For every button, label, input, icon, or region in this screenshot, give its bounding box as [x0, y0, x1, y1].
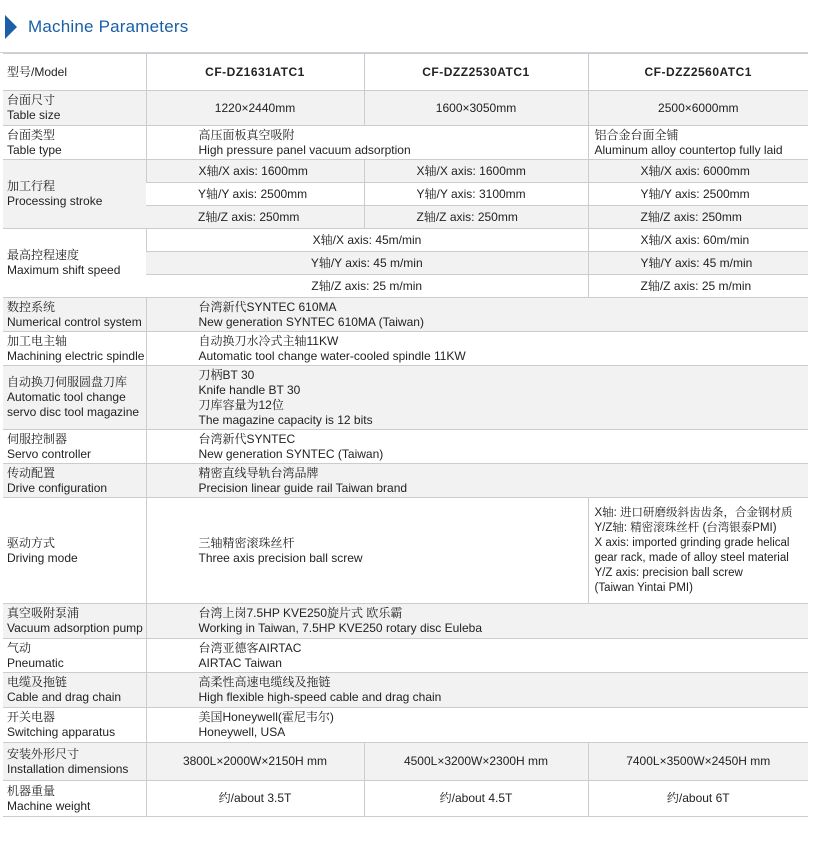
- cell-value: Z轴/Z axis: 25 m/min: [146, 275, 588, 298]
- cell-value: Z轴/Z axis: 250mm: [364, 206, 588, 229]
- row-label: 最高控程速度 Maximum shift speed: [3, 229, 146, 298]
- cell-value: 高压面板真空吸附 High pressure panel vacuum adsorption: [146, 126, 588, 160]
- cell-value: 约/about 3.5T: [146, 781, 364, 817]
- cell-value: Z轴/Z axis: 250mm: [588, 206, 808, 229]
- row-label: 加工行程 Processing stroke: [3, 160, 146, 229]
- cell-value: 约/about 6T: [588, 781, 808, 817]
- cell-value: X轴/X axis: 1600mm: [364, 160, 588, 183]
- row-label: 驱动方式 Driving mode: [3, 498, 146, 604]
- cell-value: 高柔性高速电缆线及拖链 High flexible high-speed cable and drag chain: [146, 673, 808, 708]
- table-row: [3, 366, 808, 430]
- cell-value: 三轴精密滚珠丝杆 Three axis precision ball screw: [146, 498, 588, 604]
- cell-value: Y轴/Y axis: 2500mm: [146, 183, 364, 206]
- cell-value: 3800L×2000W×2150H mm: [146, 743, 364, 781]
- row-label: 台面尺寸 Table size: [3, 91, 146, 126]
- cell-value: 铝合金台面全铺 Aluminum alloy countertop fully laid: [588, 126, 808, 160]
- cell-value: X轴: 进口研磨级斜齿齿条，合金钢材质 Y/Z轴: 精密滚珠丝杆 (台湾银泰PMI) X axis: imported grinding grade helical gear rack, made of alloy steel material Y/Z axis: precision ball screw (Taiwan Yintai PMI): [588, 498, 808, 604]
- row-label: 型号/Model: [3, 54, 146, 91]
- table-row: [3, 743, 808, 781]
- cell-value: 自动换刀水冷式主轴11KW Automatic tool change water-cooled spindle 11KW: [146, 332, 808, 366]
- cell-value: 约/about 4.5T: [364, 781, 588, 817]
- cell-value: 台湾新代SYNTEC New generation SYNTEC (Taiwan): [146, 430, 808, 464]
- cell-value: Y轴/Y axis: 45 m/min: [588, 252, 808, 275]
- row-label: 伺服控制器 Servo controller: [3, 430, 146, 464]
- row-label: 传动配置 Drive configuration: [3, 464, 146, 498]
- table-row: [3, 639, 808, 673]
- cell-value: X轴/X axis: 1600mm: [146, 160, 364, 183]
- section-title: Machine Parameters: [28, 17, 189, 36]
- table-row: [3, 498, 808, 604]
- section-header: [0, 12, 816, 42]
- table-row: [3, 464, 808, 498]
- chevron-right-icon: [5, 15, 17, 39]
- table-row: [3, 229, 808, 252]
- model-name: CF-DZZ2530ATC1: [364, 54, 588, 91]
- cell-value: 4500L×3200W×2300H mm: [364, 743, 588, 781]
- model-row: [3, 54, 808, 91]
- cell-value: 2500×6000mm: [588, 91, 808, 126]
- row-label: 电缆及拖链 Cable and drag chain: [3, 673, 146, 708]
- cell-value: Z轴/Z axis: 250mm: [146, 206, 364, 229]
- row-label: 自动换刀伺服圆盘刀库 Automatic tool change servo disc tool magazine: [3, 366, 146, 430]
- table-row: [3, 91, 808, 126]
- machine-parameters-table: [3, 53, 808, 817]
- row-label: 机器重量 Machine weight: [3, 781, 146, 817]
- cell-value: X轴/X axis: 6000mm: [588, 160, 808, 183]
- cell-value: 刀柄BT 30 Knife handle BT 30 刀库容量为12位 The magazine capacity is 12 bits: [146, 366, 808, 430]
- cell-value: X轴/X axis: 60m/min: [588, 229, 808, 252]
- model-name: CF-DZ1631ATC1: [146, 54, 364, 91]
- cell-value: 台湾亚德客AIRTAC AIRTAC Taiwan: [146, 639, 808, 673]
- table-row: [3, 298, 808, 332]
- cell-value: 台湾上岗7.5HP KVE250旋片式 欧乐霸 Working in Taiwan, 7.5HP KVE250 rotary disc Euleba: [146, 604, 808, 639]
- model-name: CF-DZZ2560ATC1: [588, 54, 808, 91]
- cell-value: X轴/X axis: 45m/min: [146, 229, 588, 252]
- row-label: 安装外形尺寸 Installation dimensions: [3, 743, 146, 781]
- cell-value: 台湾新代SYNTEC 610MA New generation SYNTEC 610MA (Taiwan): [146, 298, 808, 332]
- cell-value: 美国Honeywell(霍尼韦尔) Honeywell, USA: [146, 708, 808, 743]
- row-label: 台面类型 Table type: [3, 126, 146, 160]
- cell-value: 精密直线导轨台湾品牌 Precision linear guide rail Taiwan brand: [146, 464, 808, 498]
- table-row: [3, 430, 808, 464]
- row-label: 真空吸附泵浦 Vacuum adsorption pump: [3, 604, 146, 639]
- cell-value: 1600×3050mm: [364, 91, 588, 126]
- table-row: [3, 604, 808, 639]
- cell-value: 7400L×3500W×2450H mm: [588, 743, 808, 781]
- table-row: [3, 126, 808, 160]
- row-label: 数控系统 Numerical control system: [3, 298, 146, 332]
- table-row: [3, 708, 808, 743]
- cell-value: 1220×2440mm: [146, 91, 364, 126]
- cell-value: Y轴/Y axis: 2500mm: [588, 183, 808, 206]
- cell-value: Y轴/Y axis: 3100mm: [364, 183, 588, 206]
- row-label: 加工电主轴 Machining electric spindle: [3, 332, 146, 366]
- table-row: [3, 332, 808, 366]
- cell-value: Z轴/Z axis: 25 m/min: [588, 275, 808, 298]
- row-label: 气动 Pneumatic: [3, 639, 146, 673]
- table-row: [3, 160, 808, 183]
- row-label: 开关电器 Switching apparatus: [3, 708, 146, 743]
- cell-value: Y轴/Y axis: 45 m/min: [146, 252, 588, 275]
- table-row: [3, 781, 808, 817]
- table-row: [3, 673, 808, 708]
